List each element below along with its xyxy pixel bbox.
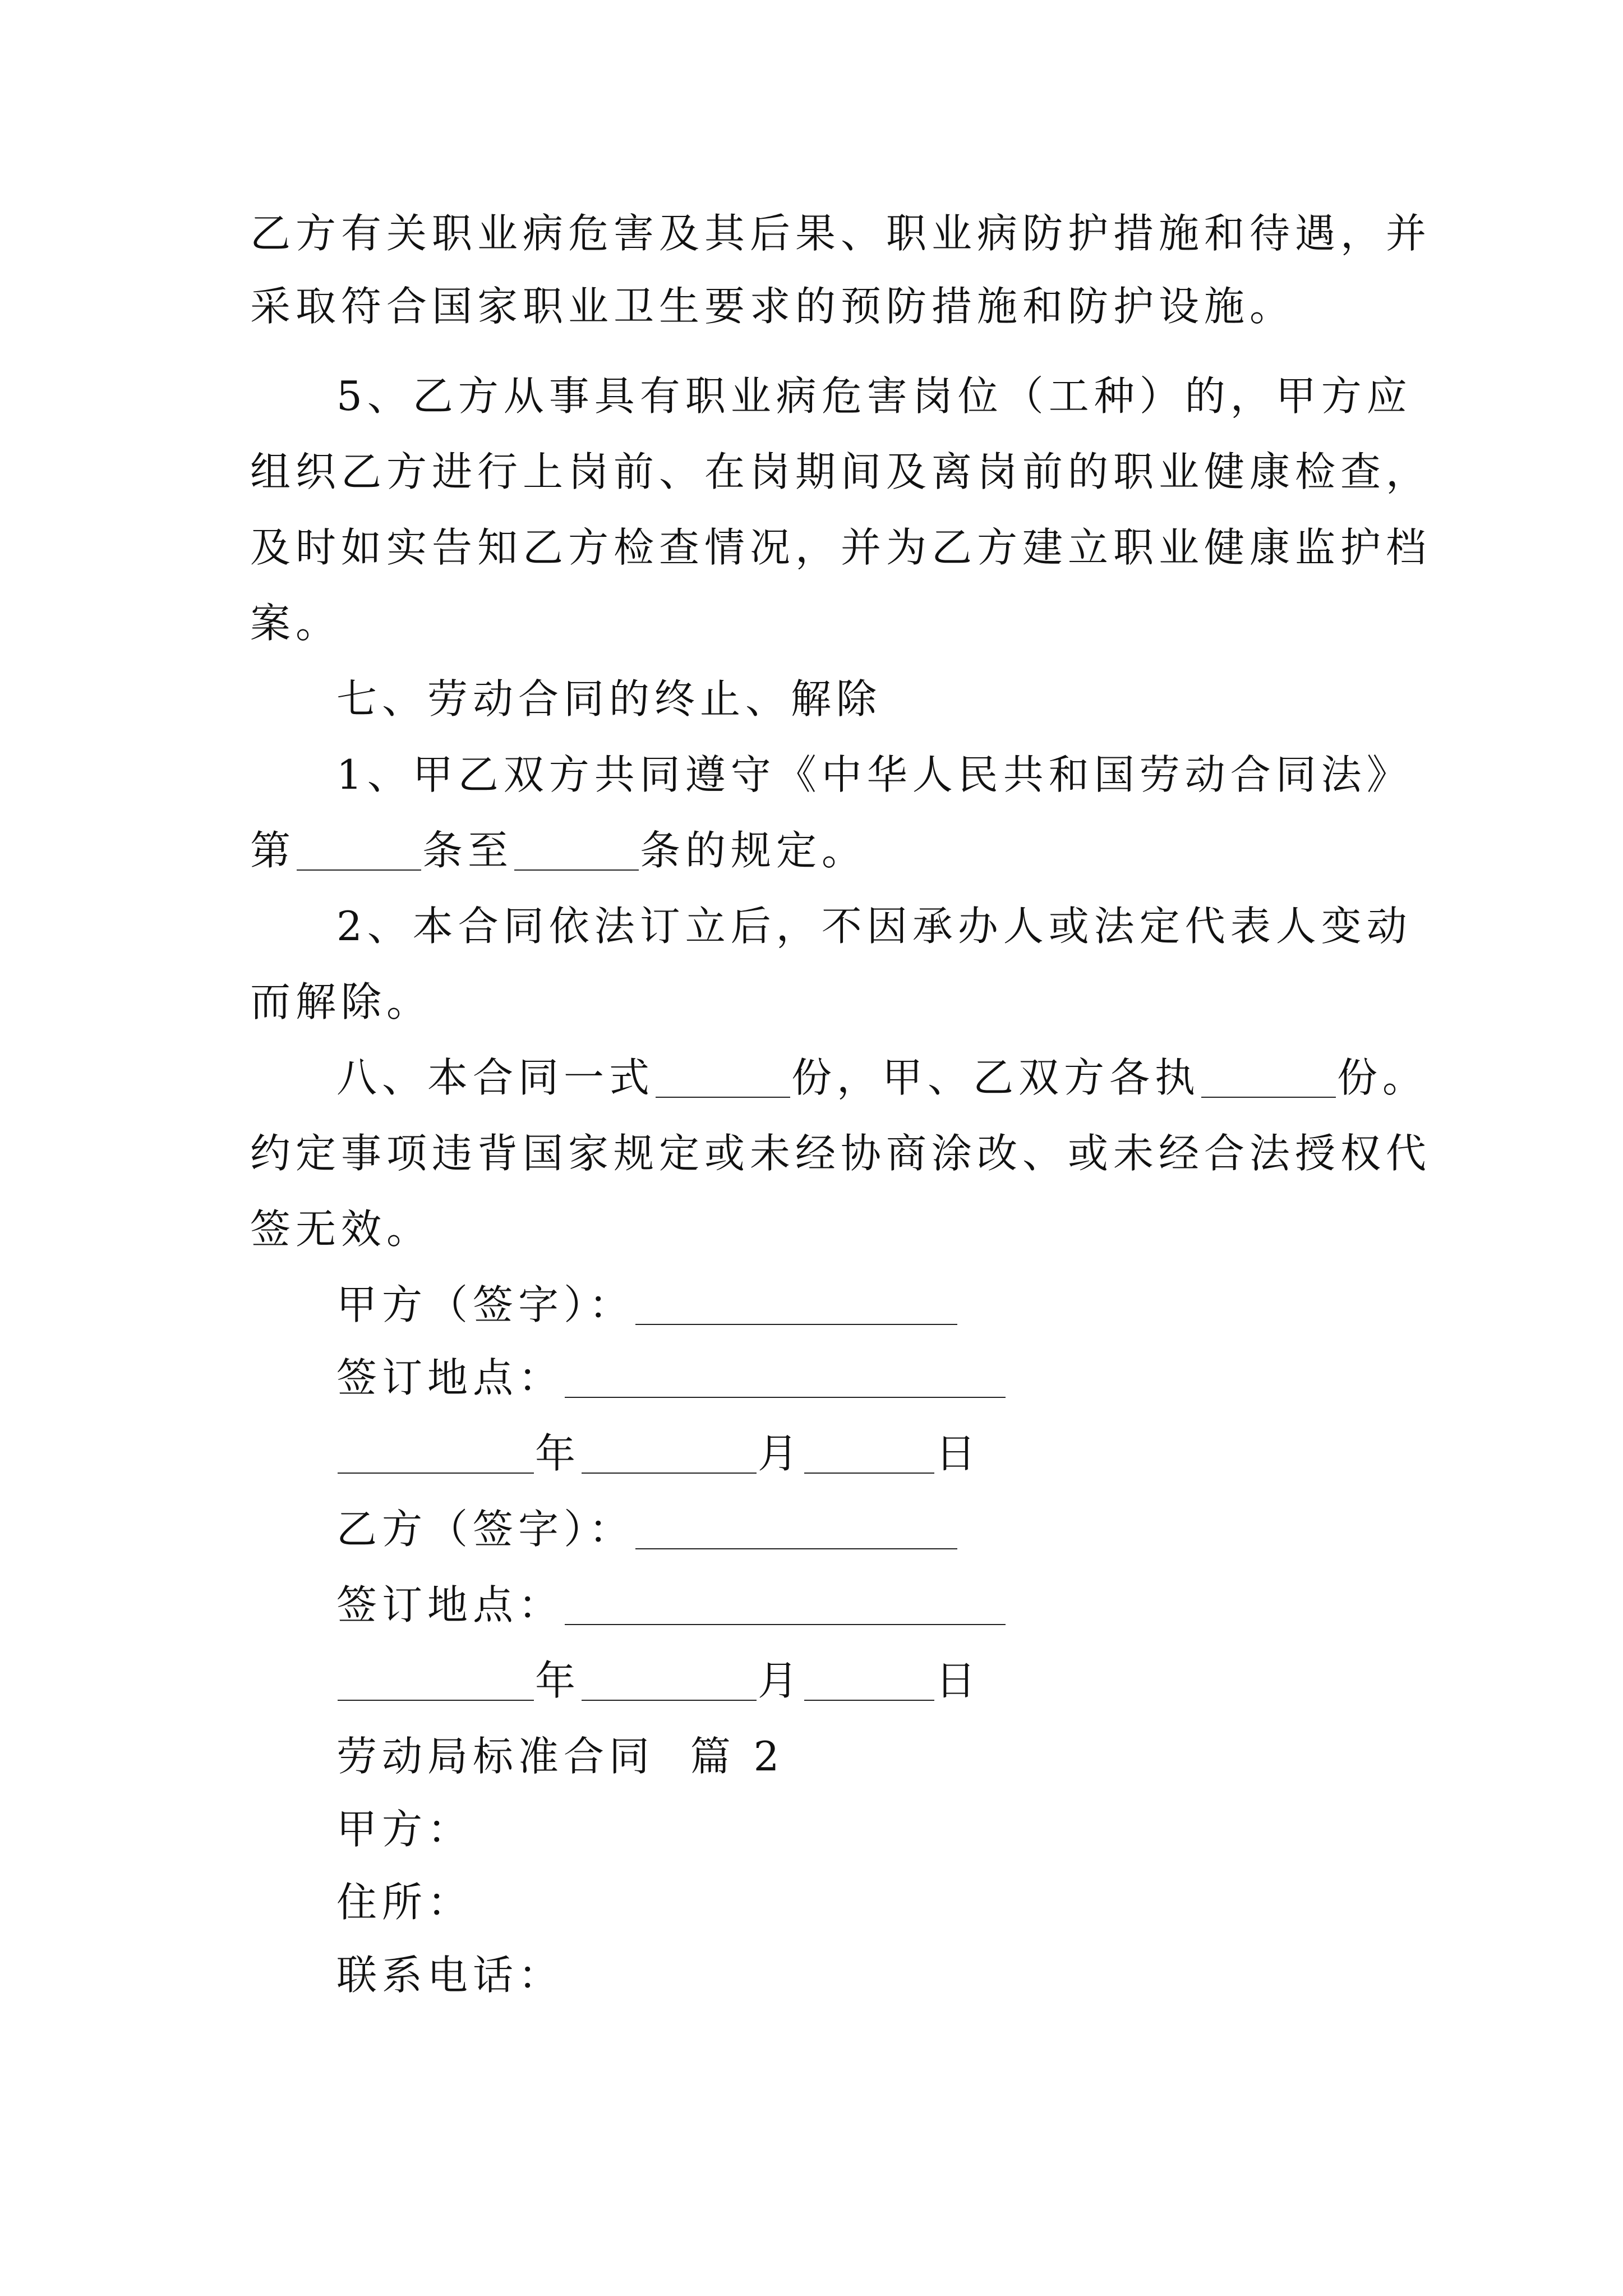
signing-place-b-line	[336, 1581, 1007, 1628]
date-a-line	[336, 1430, 981, 1477]
year-label: 年	[535, 1657, 581, 1704]
copies-line	[336, 1054, 1428, 1101]
section-title: 劳动局标准合同 篇 2	[336, 1733, 785, 1780]
party-a-signature-line	[336, 1281, 958, 1328]
clause-1-line: 1、甲乙双方共同遵守《中华人民共和国劳动合同法》	[336, 751, 1412, 798]
article-reference-line	[250, 827, 868, 874]
address-field: 住所：	[336, 1879, 473, 1926]
day-b-blank	[804, 1663, 934, 1701]
article-ref-middle: 条至	[422, 827, 514, 874]
clause-5-line: 5、乙方从事具有职业病危害岗位（工种）的，甲方应	[336, 372, 1412, 420]
day-label: 日	[935, 1657, 981, 1704]
signing-place-a-blank	[565, 1360, 1006, 1398]
copies-suffix: 份。	[1337, 1054, 1428, 1101]
paragraph-line: 约定事项违背国家规定或未经协商涂改、或未经合法授权代	[250, 1130, 1432, 1177]
party-a-field: 甲方：	[336, 1806, 473, 1853]
month-b-blank	[582, 1663, 757, 1701]
party-b-signature-label: 乙方（签字）：	[336, 1506, 635, 1553]
year-label: 年	[535, 1430, 581, 1477]
signing-place-b-blank	[565, 1587, 1006, 1625]
paragraph-line: 而解除。	[250, 978, 432, 1025]
month-a-blank	[582, 1435, 757, 1474]
month-label: 月	[758, 1430, 804, 1477]
article-end-blank	[514, 832, 639, 871]
section-heading: 七、劳动合同的终止、解除	[336, 675, 882, 723]
article-ref-suffix: 条的规定。	[640, 827, 868, 874]
signing-place-b-label: 签订地点：	[336, 1581, 564, 1628]
party-a-signature-label: 甲方（签字）：	[336, 1281, 635, 1328]
phone-field: 联系电话：	[336, 1952, 564, 1999]
paragraph-line: 案。	[250, 600, 342, 647]
copies-middle: 份，甲、乙双方各执	[791, 1054, 1201, 1101]
paragraph-line: 组织乙方进行上岗前、在岗期间及离岗前的职业健康检查，	[250, 448, 1432, 495]
article-ref-prefix: 第	[250, 827, 296, 874]
signing-place-a-line	[336, 1354, 1007, 1401]
article-start-blank	[297, 832, 421, 871]
day-a-blank	[804, 1435, 934, 1474]
party-b-signature-line	[336, 1506, 958, 1553]
party-b-signature-blank	[635, 1511, 957, 1549]
paragraph-line: 采取符合国家职业卫生要求的预防措施和防护设施。	[250, 283, 1295, 330]
party-a-signature-blank	[635, 1287, 957, 1325]
date-b-line	[336, 1657, 981, 1704]
copies-each-blank	[1201, 1060, 1336, 1098]
paragraph-line: 签无效。	[250, 1205, 432, 1253]
copies-total-blank	[656, 1060, 790, 1098]
year-b-blank	[338, 1663, 534, 1701]
day-label: 日	[935, 1430, 981, 1477]
month-label: 月	[758, 1657, 804, 1704]
clause-2-line: 2、本合同依法订立后，不因承办人或法定代表人变动	[336, 903, 1412, 950]
copies-prefix: 八、本合同一式	[336, 1054, 655, 1101]
paragraph-line: 乙方有关职业病危害及其后果、职业病防护措施和待遇，并	[250, 210, 1432, 257]
signing-place-a-label: 签订地点：	[336, 1354, 564, 1401]
paragraph-line: 及时如实告知乙方检查情况，并为乙方建立职业健康监护档	[250, 524, 1432, 571]
year-a-blank	[338, 1435, 534, 1474]
